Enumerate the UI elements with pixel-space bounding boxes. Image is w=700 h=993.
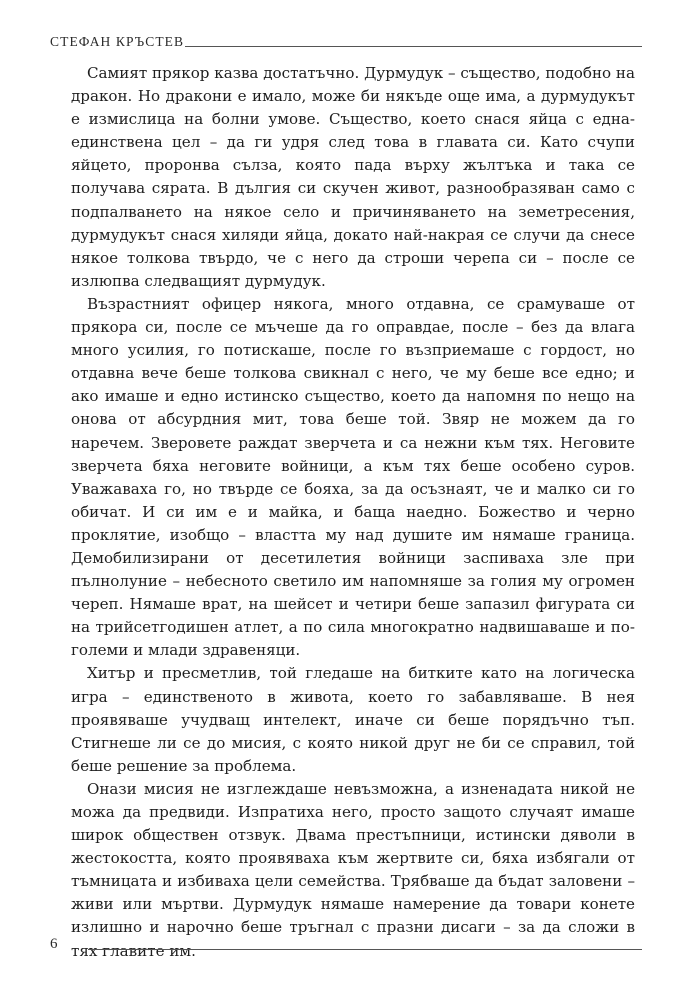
page-footer — [50, 936, 642, 958]
paragraph: Самият прякор казва достатъчно. Дурмудук – същество, подобно на дракон. Но дракони е имало, може би някъде още има, а дурмудукът е измислица на болни умове. Същество, което снася яйца с една-единствена цел – да ги удря след това в главата си. Като счупи яйцето, проронва сълза, която пада върху жълтъка и така се получава сярата. В дългия си скучен живот, разнообразяван само с подпалването на някое село и причиняването на земетресения, дурмудукът снася хиляди яйца, докато най-накрая се случи да снесе някое толкова твърдо, че с него да строши черепа си – после се излюпва следващият дурмудук. — [71, 64, 635, 290]
running-head — [50, 34, 642, 56]
paragraph: Онази мисия не изглеждаше невъзможна, а изненадата никой не можа да предвиди. Изпратиха него, просто защото случаят имаше широк обществен отзвук. Двама престъпници, истински дяволи в жестокостта, която проявяваха към жертвите си, бяха избягали от тъмницата и избиваха цели семейства. Трябваше да бъдат заловени – живи или мъртви. Дурмудук нямаше намерение да товари конете излишно и нарочно беше тръгнал с празни дисаги – за да сложи в тях главите им. — [71, 779, 635, 960]
footer-rule — [88, 949, 642, 950]
header-rule — [185, 46, 642, 47]
paragraph: Хитър и пресметлив, той гледаше на битките като на логическа игра – единственото в живота, което го забавляваше. В нея проявяваше учудващ интелект, иначе си беше порядъчно тъп. Стигнеше ли се до мисия, с която никой друг не би се справил, той беше решение за проблема. — [71, 664, 635, 775]
paragraph: Възрастният офицер някога, много отдавна, се срамуваше от прякора си, после се мъчеше да го оправдае, после – без да влага много усилия, го потискаше, после го възприемаше с гордост, но отдавна вече беше толкова свикнал с него, че му беше все едно; и ако имаше и едно истинско същество, което да напомня по нещо на онова от абсурдния мит, това беше той. Звяр не можем да го наречем. Зверовете раждат зверчета и са нежни към тях. Неговите зверчета бяха неговите войници, а към тях беше особено суров. Уважаваха го, но твърде се бояха, за да осъзнаят, че и малко си го обичат. И си им е и майка, и баща наедно. Божество и черно проклятие, изобщо – властта му над душите им нямаше граница. Демобилизирани от десетилетия войници заспиваха зле при пълнолуние – небесното светило им напомняше за голия му огромен череп. Нямаше врат, на шейсет и четири беше запазил фигурата си на трийсетгодишен атлет, а по сила многократно надвишаваше и по-големи и млади здравеняци. — [71, 294, 635, 660]
author-name: СТЕФАН КРЪСТЕВ — [50, 34, 185, 49]
page-number: 6 — [50, 936, 58, 952]
body-text — [71, 62, 635, 963]
